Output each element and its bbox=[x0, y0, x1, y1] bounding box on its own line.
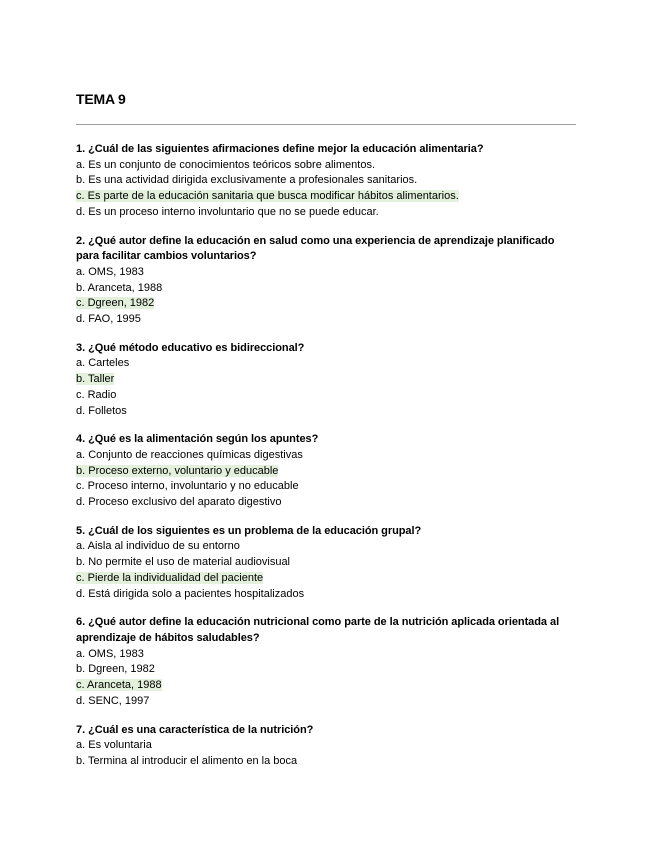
option-a bbox=[76, 158, 576, 174]
option-text: a. Aisla al individuo de su entorno bbox=[76, 540, 240, 553]
question-6 bbox=[76, 615, 576, 709]
highlighted-answer: b. Taller bbox=[76, 373, 115, 386]
option-b bbox=[76, 173, 576, 189]
question-4 bbox=[76, 432, 576, 511]
option-b bbox=[76, 281, 576, 297]
option-text: a. OMS, 1983 bbox=[76, 647, 144, 660]
highlighted-answer: c. Dgreen, 1982 bbox=[76, 297, 155, 310]
option-text: d. SENC, 1997 bbox=[76, 694, 150, 707]
option-a bbox=[76, 647, 576, 663]
option-text: b. Aranceta, 1988 bbox=[76, 281, 163, 294]
option-text: a. Conjunto de reacciones químicas digestivas bbox=[76, 448, 303, 461]
option-text: d. Es un proceso interno involuntario que no se puede educar. bbox=[76, 205, 379, 218]
option-b bbox=[76, 662, 576, 678]
question-text: 2. ¿Qué autor define la educación en salud como una experiencia de aprendizaje planificado para facilitar cambios voluntarios? bbox=[76, 234, 555, 263]
question-3 bbox=[76, 341, 576, 420]
option-text: d. Proceso exclusivo del aparato digestivo bbox=[76, 496, 282, 509]
highlighted-answer: b. Proceso externo, voluntario y educable bbox=[76, 464, 279, 477]
question-7 bbox=[76, 723, 576, 770]
option-c-correct bbox=[76, 678, 576, 694]
option-text: d. Folletos bbox=[76, 404, 127, 417]
option-a bbox=[76, 738, 576, 754]
option-d bbox=[76, 312, 576, 328]
page-title: TEMA 9 bbox=[76, 91, 126, 107]
option-text: b. Termina al introducir el alimento en la boca bbox=[76, 754, 298, 767]
question-2 bbox=[76, 234, 576, 328]
option-text: d. Está dirigida solo a pacientes hospitalizados bbox=[76, 587, 305, 600]
question-text: 6. ¿Qué autor define la educación nutricional como parte de la nutrición aplicada orientada al aprendizaje de hábitos saludables? bbox=[76, 616, 560, 644]
title-divider bbox=[76, 124, 576, 125]
option-a bbox=[76, 539, 576, 555]
option-b bbox=[76, 754, 576, 770]
option-text: b. Es una actividad dirigida exclusivamente a profesionales sanitarios. bbox=[76, 174, 418, 187]
option-text: b. No permite el uso de material audiovisual bbox=[76, 556, 291, 569]
option-text: c. Proceso interno, involuntario y no educable bbox=[76, 480, 299, 493]
option-d bbox=[76, 205, 576, 221]
question-text: 4. ¿Qué es la alimentación según los apuntes? bbox=[76, 433, 319, 446]
option-c bbox=[76, 388, 576, 404]
option-text: a. Carteles bbox=[76, 357, 130, 370]
option-b-correct bbox=[76, 372, 576, 388]
option-c-correct bbox=[76, 571, 576, 587]
highlighted-answer: c. Aranceta, 1988 bbox=[76, 679, 162, 692]
option-c-correct bbox=[76, 189, 576, 205]
option-d bbox=[76, 587, 576, 603]
highlighted-answer: c. Es parte de la educación sanitaria que busca modificar hábitos alimentarios. bbox=[76, 190, 459, 203]
option-text: a. Es voluntaria bbox=[76, 739, 152, 752]
question-text: 1. ¿Cuál de las siguientes afirmaciones define mejor la educación alimentaria? bbox=[76, 143, 484, 155]
question-text: 5. ¿Cuál de los siguientes es un problema de la educación grupal? bbox=[76, 524, 422, 537]
option-text: c. Radio bbox=[76, 388, 117, 401]
question-1 bbox=[76, 142, 576, 221]
option-c-correct bbox=[76, 296, 576, 312]
option-text: a. OMS, 1983 bbox=[76, 265, 144, 278]
question-5 bbox=[76, 524, 576, 603]
option-d bbox=[76, 694, 576, 710]
option-a bbox=[76, 265, 576, 281]
option-b bbox=[76, 555, 576, 571]
option-text: d. FAO, 1995 bbox=[76, 313, 141, 326]
question-list bbox=[76, 142, 576, 783]
option-d bbox=[76, 495, 576, 511]
option-a bbox=[76, 356, 576, 372]
option-d bbox=[76, 404, 576, 420]
option-c bbox=[76, 479, 576, 495]
option-a bbox=[76, 448, 576, 464]
question-text: 3. ¿Qué método educativo es bidireccional? bbox=[76, 341, 305, 354]
option-text: a. Es un conjunto de conocimientos teóricos sobre alimentos. bbox=[76, 158, 375, 171]
question-text: 7. ¿Cuál es una característica de la nutrición? bbox=[76, 723, 314, 736]
highlighted-answer: c. Pierde la individualidad del paciente bbox=[76, 571, 264, 584]
option-b-correct bbox=[76, 464, 576, 480]
option-text: b. Dgreen, 1982 bbox=[76, 663, 155, 676]
